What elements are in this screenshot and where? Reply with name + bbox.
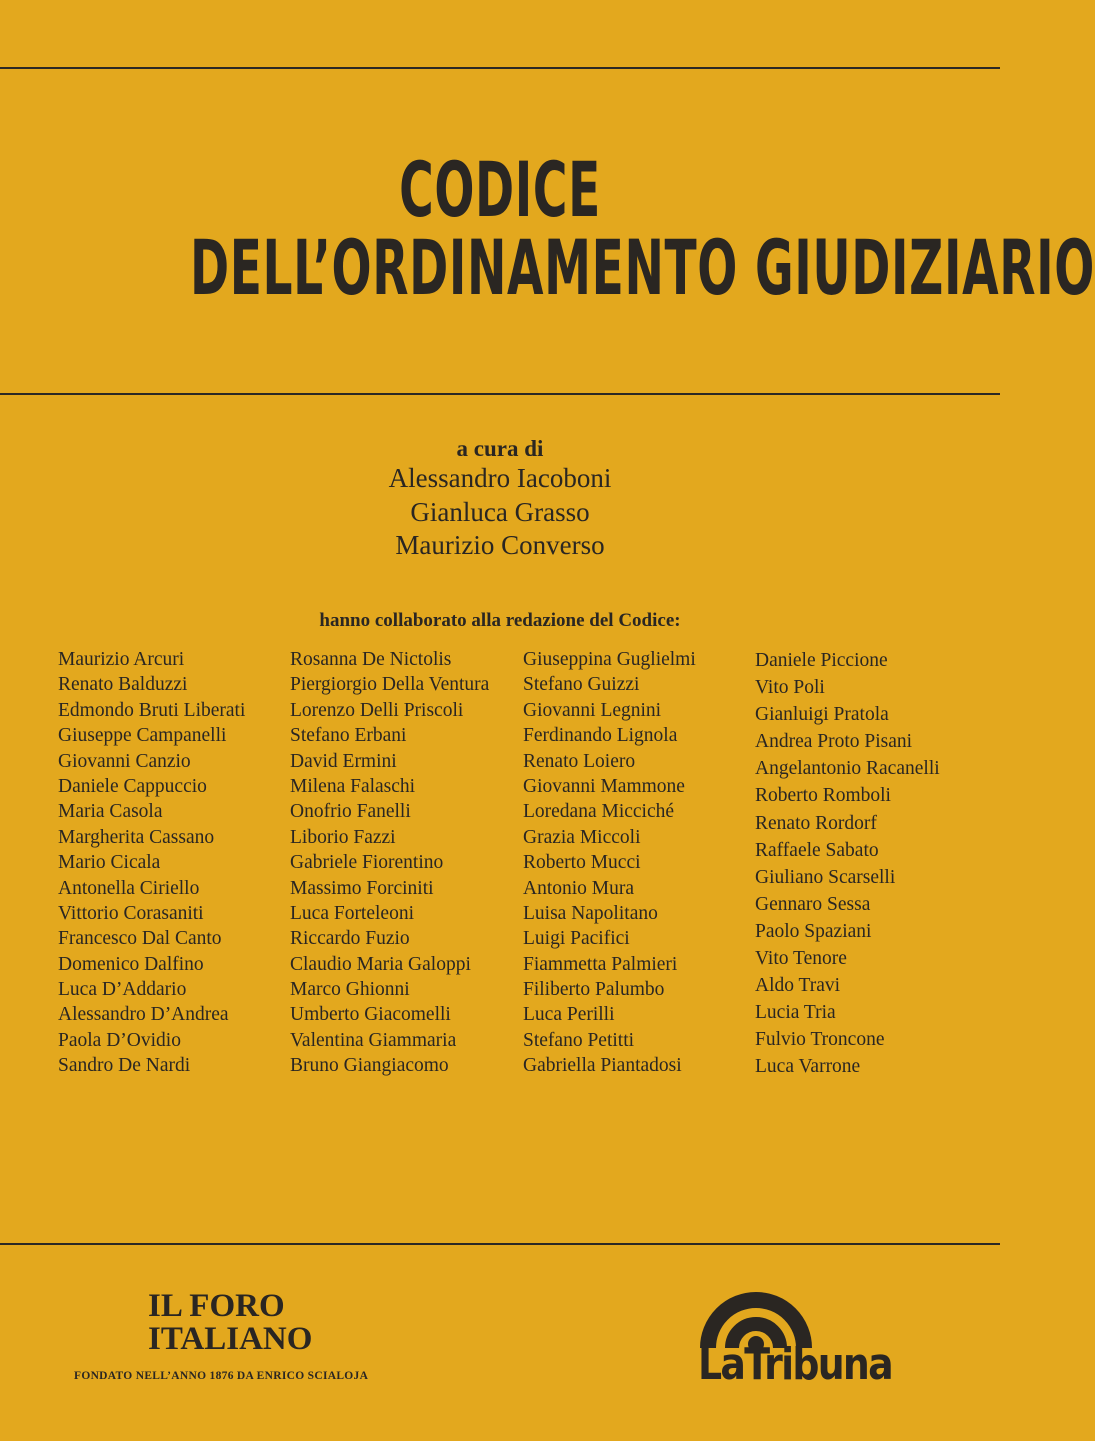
collaborator-name: Fiammetta Palmieri bbox=[523, 953, 678, 975]
collaborator-name: Rosanna De Nictolis bbox=[290, 649, 452, 670]
il-foro-italiano-logo bbox=[148, 1290, 328, 1356]
collaborator-name: Claudio Maria Galoppi bbox=[290, 953, 471, 975]
collaborator-name: Renato Rordorf bbox=[755, 812, 877, 834]
collaborator-name: Aldo Travi bbox=[755, 975, 841, 997]
collaborator-name: Gennaro Sessa bbox=[755, 893, 871, 915]
collaborator-name: Giuseppe Campanelli bbox=[58, 725, 227, 747]
collaborator-name: Luisa Napolitano bbox=[523, 902, 658, 924]
title-bottom-rule bbox=[0, 393, 1000, 395]
collaborator-name: Massimo Forciniti bbox=[290, 877, 434, 899]
collaborator-name: Giovanni Mammone bbox=[523, 775, 685, 797]
collaborator-name: Liborio Fazzi bbox=[290, 826, 396, 848]
collaborator-name: Marco Ghionni bbox=[290, 979, 410, 1001]
collaborators-column-3 bbox=[523, 647, 696, 1079]
collaborator-name: Domenico Dalfino bbox=[58, 953, 204, 975]
collaborator-name: Luigi Pacifici bbox=[523, 928, 630, 950]
collaborators-column-1 bbox=[58, 647, 245, 1079]
title-line-2: DELL’ORDINAMENTO GIUDIZIARIO bbox=[190, 223, 1095, 312]
collaborator-name: Renato Balduzzi bbox=[58, 674, 188, 696]
collaborator-name: Maria Casola bbox=[58, 801, 163, 823]
collaborators-label: hanno collaborato alla redazione del Codice: bbox=[319, 610, 681, 631]
collaborator-name: Riccardo Fuzio bbox=[290, 928, 410, 950]
collaborator-name: Milena Falaschi bbox=[290, 775, 416, 797]
collaborator-name: Andrea Proto Pisani bbox=[755, 731, 913, 753]
collaborator-name: Lucia Tria bbox=[755, 1002, 836, 1024]
collaborator-name: Vittorio Corasaniti bbox=[58, 902, 204, 924]
curated-by-label: a cura di bbox=[456, 436, 544, 461]
collaborator-name: Loredana Micciché bbox=[523, 801, 675, 823]
collaborator-name: Umberto Giacomelli bbox=[290, 1004, 451, 1026]
collaborator-name: Fulvio Troncone bbox=[755, 1029, 885, 1051]
collaborator-name: Stefano Petitti bbox=[523, 1029, 635, 1051]
collaborator-name: Onofrio Fanelli bbox=[290, 801, 411, 823]
collaborator-name: Luca Forteleoni bbox=[290, 902, 414, 924]
collaborator-name: Paolo Spaziani bbox=[755, 920, 872, 942]
collaborator-name: Alessandro D’Andrea bbox=[58, 1004, 229, 1026]
collaborator-name: Giovanni Canzio bbox=[58, 750, 191, 772]
collaborator-name: Roberto Mucci bbox=[523, 852, 641, 874]
curator-name: Gianluca Grasso bbox=[410, 496, 590, 527]
collaborator-name: Valentina Giammaria bbox=[290, 1029, 457, 1051]
collaborator-name: Luca D’Addario bbox=[58, 979, 187, 1001]
collaborator-name: Gabriele Fiorentino bbox=[290, 852, 444, 874]
collaborator-name: Gabriella Piantadosi bbox=[523, 1055, 682, 1077]
collaborator-name: Angelantonio Racanelli bbox=[755, 758, 940, 780]
collaborator-name: Piergiorgio Della Ventura bbox=[290, 674, 490, 696]
title-line-1: CODICE bbox=[399, 145, 601, 234]
foro-subtitle: FONDATO NELL’ANNO 1876 DA ENRICO SCIALOJA bbox=[74, 1370, 369, 1382]
collaborator-name: Filiberto Palumbo bbox=[523, 979, 665, 1001]
collaborator-name: Edmondo Bruti Liberati bbox=[58, 699, 246, 721]
collaborator-name: Paola D’Ovidio bbox=[58, 1029, 181, 1051]
curator-name: Alessandro Iacoboni bbox=[388, 463, 612, 493]
collaborator-name: Gianluigi Pratola bbox=[755, 704, 889, 726]
collaborator-name: Giuliano Scarselli bbox=[755, 866, 896, 888]
curator-name: Maurizio Converso bbox=[395, 530, 605, 560]
curators-list bbox=[0, 462, 1000, 563]
la-tribuna-wordmark: LaTribuna bbox=[698, 1339, 892, 1390]
collaborator-name: Bruno Giangiacomo bbox=[290, 1055, 449, 1077]
collaborator-name: Maurizio Arcuri bbox=[58, 649, 185, 670]
collaborator-name: Sandro De Nardi bbox=[58, 1055, 191, 1077]
collaborator-name: Raffaele Sabato bbox=[755, 839, 879, 861]
collaborator-name: Margherita Cassano bbox=[58, 826, 215, 848]
collaborator-name: Grazia Miccoli bbox=[523, 826, 641, 848]
foro-line-1: IL FORO bbox=[148, 1288, 285, 1324]
collaborator-name: Antonella Ciriello bbox=[58, 877, 200, 899]
collaborator-name: Antonio Mura bbox=[523, 877, 635, 899]
collaborator-name: Stefano Erbani bbox=[290, 725, 407, 747]
collaborator-name: Renato Loiero bbox=[523, 750, 636, 772]
collaborator-name: Daniele Cappuccio bbox=[58, 775, 207, 797]
collaborator-name: Mario Cicala bbox=[58, 852, 161, 874]
collaborator-name: David Ermini bbox=[290, 750, 397, 772]
collaborator-name: Vito Poli bbox=[755, 677, 825, 699]
collaborator-name: Ferdinando Lignola bbox=[523, 725, 678, 747]
collaborator-name: Daniele Piccione bbox=[755, 650, 888, 671]
footer-top-rule bbox=[0, 1243, 1000, 1245]
collaborator-name: Giovanni Legnini bbox=[523, 699, 662, 721]
collaborator-name: Roberto Romboli bbox=[755, 785, 891, 807]
collaborator-name: Vito Tenore bbox=[755, 948, 847, 970]
collaborators-column-2 bbox=[290, 647, 489, 1079]
foro-line-2: ITALIANO bbox=[148, 1321, 313, 1357]
collaborator-name: Lorenzo Delli Priscoli bbox=[290, 699, 464, 721]
collaborator-name: Luca Varrone bbox=[755, 1056, 861, 1078]
collaborator-name: Stefano Guizzi bbox=[523, 674, 640, 696]
collaborator-name: Luca Perilli bbox=[523, 1004, 615, 1026]
collaborator-name: Giuseppina Guglielmi bbox=[523, 649, 696, 670]
collaborator-name: Francesco Dal Canto bbox=[58, 928, 222, 950]
top-rule bbox=[0, 67, 1000, 69]
collaborators-column-4 bbox=[755, 647, 940, 1081]
